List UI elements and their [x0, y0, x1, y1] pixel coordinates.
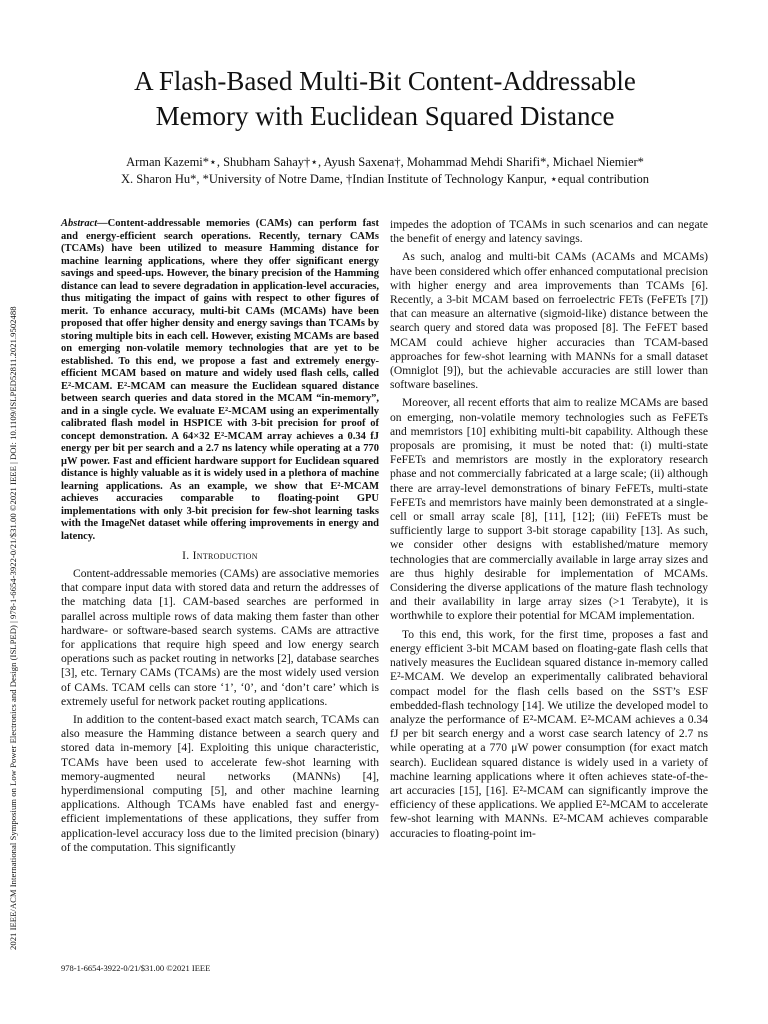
author-block — [60, 154, 710, 188]
right-column — [390, 218, 708, 845]
title-line-2: Memory with Euclidean Squared Distance — [155, 101, 615, 131]
intro-paragraph-2: In addition to the content-based exact match search, TCAMs can also measure the Hamming distance between a search query and stored data in-memory [4]. Exploiting this unique characteristic, TCAMs have been used to accelerate few-shot learning with memory-augmented neural networks (MANNs) [4], hyperdimensional computing [5], and other machine learning applications. Although TCAMs have enabled fast and energy-efficient implementations of these applications, they suffer from application-level accuracy loss due to the limited precision (binary) of the computation. This significantly — [61, 713, 379, 854]
intro-paragraph-1: Content-addressable memories (CAMs) are associative memories that compare input data with stored data and return the addresses of the matching data [1]. CAM-based searches are performed in parallel across multiple rows of data making them faster than other hardware- or software-based search systems. CAMs are attractive for applications that require high speed and low energy search operations such as packet routing in networks [2], database searches [3], etc. Ternary CAMs (TCAMs) are the most widely used version of CAMs. TCAM cells can store ‘1’, ‘0’, and ‘don’t care’ which is extremely useful for network packet routing applications. — [61, 567, 379, 708]
left-column — [61, 218, 379, 859]
copyright-notice: 978-1-6654-3922-0/21/$31.00 ©2021 IEEE — [61, 963, 211, 973]
right-paragraph-1: impedes the adoption of TCAMs in such scenarios and can negate the benefit of energy and latency savings. — [390, 218, 708, 246]
abstract-label: Abstract — [61, 218, 98, 229]
authors-line-2: X. Sharon Hu*, *University of Notre Dame, †Indian Institute of Technology Kanpur, ⋆equal contribution — [121, 172, 649, 186]
right-paragraph-3: Moreover, all recent efforts that aim to realize MCAMs are based on emerging, non-volatile memory technologies such as FeFETs and memristors [10] exhibiting multi-bit capability. Although these proposals are promising, it must be noted that: (i) multi-state FeFETs and memristors are mostly in the exploratory research phase and not commercially fabricated at a large scale; (ii) although there are array-level demonstrations of binary FeFETs, multi-state FeFETs and memristors have mainly been demonstrated at a single-cell or small array scale [8], [11], [12]; (iii) FeFETs must be sufficiently large to support 3-bit storage capability [13]. As such, we consider other designs with established/mature memory technologies that are commercially available in large array sizes and are thus highly desirable for implementation of MCAMs. Considering the diverse applications of the mature flash technology and their availability in large array sizes (>1 Terabyte), it is worthwhile to explore their potential for MCAM implementation. — [390, 396, 708, 623]
side-identifier-strip — [3, 130, 25, 950]
authors-line-1: Arman Kazemi*⋆, Shubham Sahay†⋆, Ayush Saxena†, Mohammad Mehdi Sharifi*, Michael Niemier* — [126, 155, 644, 169]
right-paragraph-2: As such, analog and multi-bit CAMs (ACAMs and MCAMs) have been considered which offer enhanced computational precision with higher energy and area improvements than TCAMs [6]. Recently, a 3-bit MCAM based on ferroelectric FETs (FeFETs [7]) that can measure an alternative (sigmoid-like) distance between the search query and stored data was proposed [8]. The FeFET based MCAM could achieve higher accuracies than TCAM-based approaches for few-shot learning with MANNs for a small dataset (Omniglot [9]), but the achievable accuracies are still lower than software baselines. — [390, 250, 708, 392]
title-line-1: A Flash-Based Multi-Bit Content-Addressable — [134, 66, 636, 96]
abstract — [61, 218, 379, 543]
right-paragraph-4: To this end, this work, for the first time, proposes a fast and energy efficient 3-bit MCAM based on floating-gate flash cells that natively measures the Euclidean squared distance in-memory called E²-MCAM. We develop an experimentally calibrated behavioral compact model for the flash cells based on the SST’s ESF embedded-flash technology [14]. We utilize the developed model to analyze the performance of E²-MCAM. E²-MCAM achieves a 0.34 fJ per bit search energy and a worst case search latency of 2.7 ns while operating at a 770 μW power consumption (for exact match search). Euclidean squared distance is widely used in a variety of machine learning applications where it often achieves state-of-the-art accuracies [15], [16]. E²-MCAM can significantly improve the efficiency of these applications. We applied E²-MCAM to accelerate few-shot learning with MANNs. E²-MCAM achieves comparable accuracies to floating-point im- — [390, 627, 708, 840]
paper-title — [80, 64, 690, 134]
abstract-text: —Content-addressable memories (CAMs) can perform fast and energy-efficient search operations. Recently, ternary CAMs (TCAMs) have been utilized to measure Hamming distance for machine learning applications, where they offer significant energy savings and speed-ups. However, the binary precision of the Hamming distance can lead to severe degradation in application-level accuracies, thus mitigating the impact of gains with respect to other figures of merit. To enhance accuracy, multi-bit CAMs (MCAMs) have been proposed that offer higher density and energy savings than TCAMs by storing multiple bits in each cell. However, existing MCAMs are based on emerging non-volatile memory technologies that are yet to be established. To this end, we propose a fast and extremely energy-efficient MCAM based on mature and widely used flash cells, called E²-MCAM. E²-MCAM can measure the Euclidean squared distance between search queries and data stored in the MCAM “in-memory”, and in a single cycle. We evaluate E²-MCAM using an experimentally calibrated flash model in HSPICE with 3-bit precision for proof of concept demonstration. A 64×32 E²-MCAM array achieves a 0.34 fJ energy per bit per search and a 2.7 ns latency while operating at a 770 μW power. Fast and efficient hardware support for Euclidean squared distance is highly valuable as it is widely used in a plethora of machine learning applications. As an example, we show that E²-MCAM achieves accuracies comparable to floating-point GPU implementations with only 3-bit precision for few-shot learning tasks with the ImageNet dataset while offering improvements in energy and latency. — [61, 218, 379, 542]
section-heading-introduction: I. Introduction — [182, 550, 258, 562]
side-identifier-text: 2021 IEEE/ACM International Symposium on Low Power Electronics and Design (ISLPED) | 978-1-6654-3922-0/21/$31.00 ©2021 IEEE | DOI: 10.1109/ISLPED52811.2021.9502488 — [8, 306, 18, 950]
